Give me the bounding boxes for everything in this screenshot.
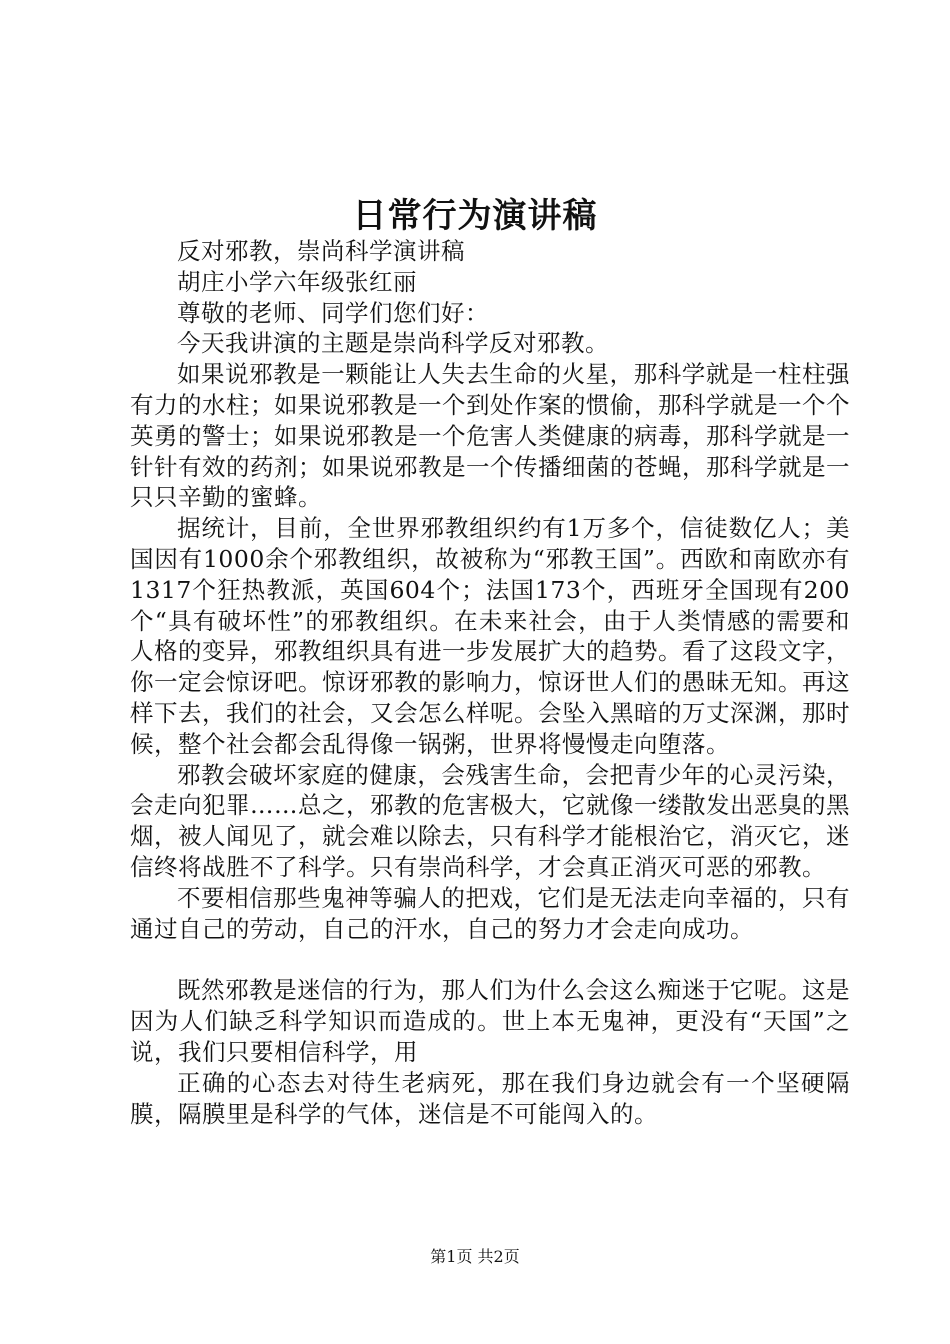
paragraph-harm: 邪教会破坏家庭的健康，会残害生命，会把青少年的心灵污染，会走向犯罪……总之，邪教的危害极大，它就像一缕散发出恶臭的黑烟，被人闻见了，就会难以除去，只有科学才能根治它，消灭它，迷信终将战胜不了科学。只有崇尚科学，才会真正消灭可恶的邪教。 <box>130 760 850 881</box>
paragraph-author: 胡庄小学六年级张红丽 <box>177 267 417 296</box>
document-title: 日常行为演讲稿 <box>352 196 598 236</box>
paragraph-statistics: 据统计，目前，全世界邪教组织约有1万多个，信徒数亿人；美国因有1000余个邪教组织，故被称为“邪教王国”。西欧和南欧亦有1317个狂热教派，英国604个；法国173个，西班牙全国现有200个“具有破坏性”的邪教组织。在未来社会，由于人类情感的需要和人格的变异，邪教组织具有进一步发展扩大的趋势。看了这段文字，你一定会惊讶吧。惊讶邪教的影响力，惊讶世人们的愚昧无知。再这样下去，我们的社会，又会怎么样呢。会坠入黑暗的万丈深渊，那时候，整个社会都会乱得像一锅粥，世界将慢慢走向堕落。 <box>130 514 850 758</box>
paragraph-advice: 不要相信那些鬼神等骗人的把戏，它们是无法走向幸福的，只有通过自己的劳动，自己的汗水，自己的努力才会走向成功。 <box>130 883 850 943</box>
paragraph-conclusion: 正确的心态去对待生老病死，那在我们身边就会有一个坚硬隔膜，隔膜里是科学的气体，迷信是不可能闯入的。 <box>130 1068 850 1128</box>
paragraph-greeting: 尊敬的老师、同学们您们好： <box>177 298 489 327</box>
document-body <box>130 236 850 1129</box>
paragraph-gap <box>130 944 850 975</box>
paragraph-reason: 既然邪教是迷信的行为，那人们为什么会这么痴迷于它呢。这是因为人们缺乏科学知识而造成的。世上本无鬼神，更没有“天国”之说，我们只要相信科学，用 <box>130 976 850 1066</box>
paragraph-speech-title: 反对邪教，崇尚科学演讲稿 <box>177 237 465 265</box>
paragraph-topic: 今天我讲演的主题是崇尚科学反对邪教。 <box>177 329 609 358</box>
page-footer: 第1页 共2页 <box>430 1247 520 1266</box>
paragraph-metaphor: 如果说邪教是一颗能让人失去生命的火星，那科学就是一柱柱强有力的水柱；如果说邪教是一个到处作案的惯偷，那科学就是一个个英勇的警士；如果说邪教是一个危害人类健康的病毒，那科学就是一针针有效的药剂；如果说邪教是一个传播细菌的苍蝇，那科学就是一只只辛勤的蜜蜂。 <box>130 360 850 512</box>
